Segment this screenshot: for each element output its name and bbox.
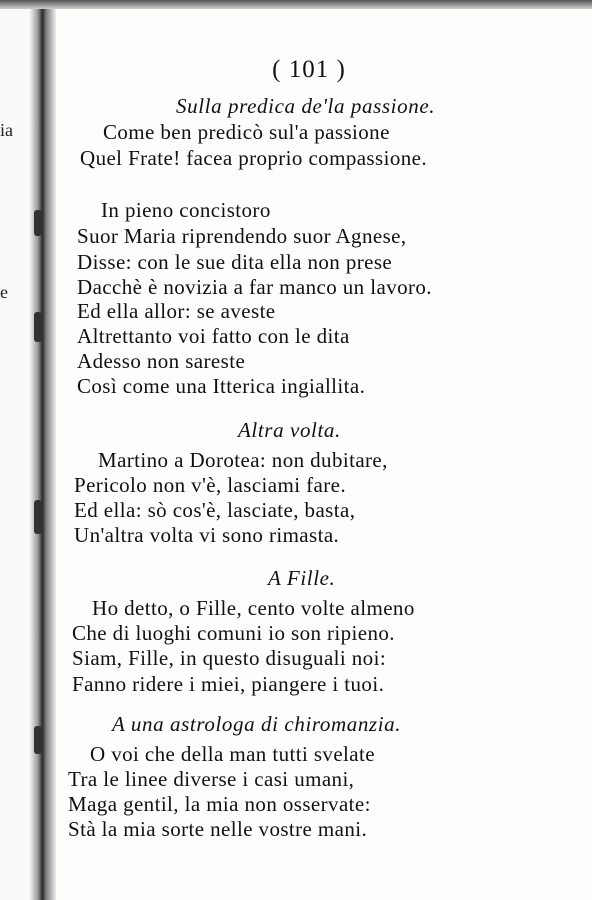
verse-line: Ed ella: sò cos'è, lasciate, basta, — [74, 498, 356, 522]
poem-title: Altra volta. — [238, 418, 341, 442]
verse-line: Altrettanto voi fatto con le dita — [77, 324, 350, 348]
verse-line: Fanno ridere i miei, piangere i tuoi. — [72, 672, 385, 696]
verse-line: Come ben predicò sul'a passione — [103, 120, 390, 144]
poem-title: A una astrologa di chiromanzia. — [112, 712, 402, 736]
verse-line: Dacchè è novizia a far manco un lavoro. — [77, 275, 432, 299]
verse-line: O voi che della man tutti svelate — [90, 742, 375, 766]
verse-line: Che di luoghi comuni io son ripieno. — [72, 621, 395, 645]
page-number: ( 101 ) — [272, 56, 346, 83]
verse-line: In pieno concistoro — [101, 198, 271, 222]
previous-page-fragment: e — [0, 282, 8, 302]
binding-thread — [34, 210, 42, 236]
verse-line: Quel Frate! facea proprio compassione. — [80, 146, 427, 170]
page-top-edge — [0, 0, 592, 9]
binding-gutter — [30, 0, 56, 900]
previous-page-edge — [0, 0, 30, 900]
verse-line: Adesso non sareste — [77, 349, 246, 373]
binding-thread — [34, 312, 42, 342]
verse-line: Così come una Itterica ingiallita. — [77, 374, 366, 398]
poem-title: A Fille. — [268, 566, 336, 590]
verse-line: Un'altra volta vi sono rimasta. — [74, 523, 340, 547]
binding-thread — [34, 726, 42, 754]
verse-line: Suor Maria riprendendo suor Agnese, — [77, 224, 407, 248]
verse-line: Stà la mia sorte nelle vostre mani. — [68, 817, 368, 841]
verse-line: Martino a Dorotea: non dubitare, — [98, 448, 388, 472]
verse-line: Maga gentil, la mia non osservate: — [68, 792, 371, 816]
verse-line: Pericolo non v'è, lasciami fare. — [74, 473, 346, 497]
previous-page-fragment: ia — [0, 120, 13, 140]
verse-line: Ho detto, o Fille, cento volte almeno — [92, 596, 415, 620]
poem-title: Sulla predica de'la passione. — [176, 94, 436, 118]
verse-line: Tra le linee diverse i casi umani, — [68, 767, 355, 791]
verse-line: Siam, Fille, in questo disuguali noi: — [72, 646, 387, 670]
verse-line: Ed ella allor: se aveste — [77, 299, 276, 323]
verse-line: Disse: con le sue dita ella non prese — [77, 250, 393, 274]
binding-thread — [34, 500, 42, 534]
